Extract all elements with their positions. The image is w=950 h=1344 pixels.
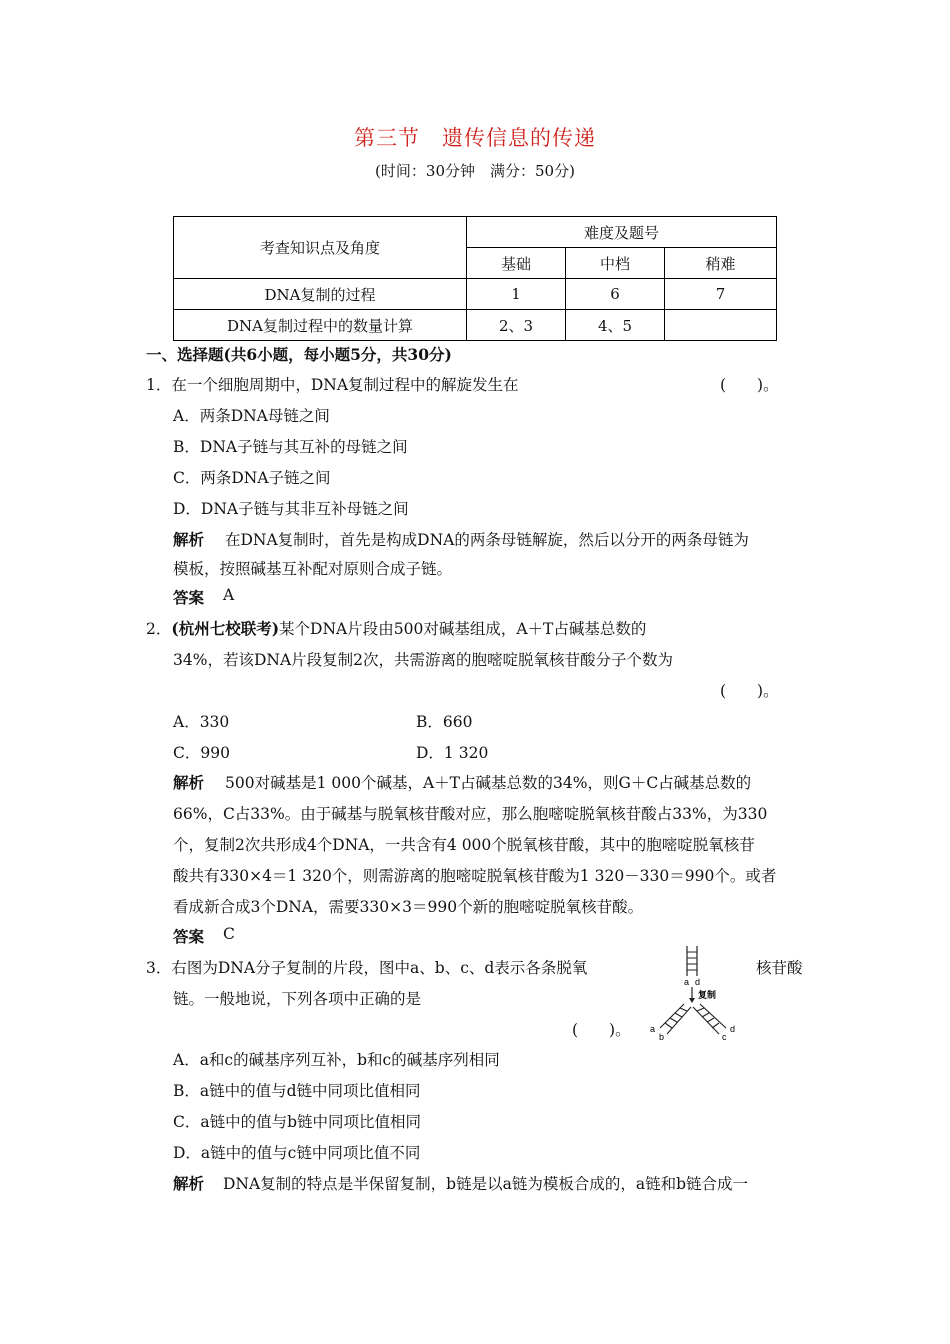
q1-stem: 1．在一个细胞周期中，DNA复制过程中的解旋发生在 <box>146 376 519 394</box>
q2-analysis-line: 看成新合成3个DNA，需要330×3＝990个新的胞嘧啶脱氧核苷酸。 <box>173 898 644 916</box>
q2-option-d: D．1 320 <box>416 744 489 762</box>
label-top-d: d <box>695 977 701 987</box>
page-title: 第三节 遗传信息的传递 <box>354 126 596 150</box>
q3-option-c: C．a链中的值与b链中同项比值相同 <box>173 1113 422 1131</box>
q2-analysis-line: 酸共有330×4＝1 320个，则需游离的胞嘧啶脱氧核苷酸为1 320－330＝990个。或者 <box>173 867 777 885</box>
q3-option-d: D．a链中的值与c链中同项比值不同 <box>173 1144 421 1162</box>
label-right-c: c <box>722 1032 727 1042</box>
q2-stem-line2: 34%，若该DNA片段复制2次，共需游离的胞嘧啶脱氧核苷酸分子个数为 <box>173 651 673 669</box>
q3-stem-line2: 链。一般地说，下列各项中正确的是 <box>173 990 422 1008</box>
q2-analysis-label: 解析 <box>173 773 205 792</box>
q2-answer-paren: ( )。 <box>720 682 779 700</box>
q1-answer-paren: ( )。 <box>720 376 779 394</box>
page-subtitle: (时间：30分钟 满分：50分) <box>375 162 575 180</box>
q2-source: (杭州七校联考) <box>171 619 280 638</box>
table-cell: 2、3 <box>467 310 566 341</box>
table-cell-topic: DNA复制过程中的数量计算 <box>174 310 467 341</box>
table-row <box>174 279 777 310</box>
q2-analysis-line: 个，复制2次共形成4个DNA，一共含有4 000个脱氧核苷酸，其中的胞嘧啶脱氧核苷 <box>173 836 755 854</box>
q3-answer-paren: ( )。 <box>572 1021 631 1039</box>
q2-option-b: B．660 <box>416 713 473 731</box>
q3-stem-line1: 3．右图为DNA分子复制的片段，图中a、b、c、d表示各条脱氧 <box>146 959 588 977</box>
q2-option-a: A．330 <box>173 713 230 731</box>
q1-answer-label: 答案 <box>173 588 205 607</box>
table-cell: 7 <box>665 279 777 310</box>
table-header-difficulty: 难度及题号 <box>467 217 777 248</box>
q2-answer-label: 答案 <box>173 927 205 946</box>
label-top-a: a <box>684 977 690 987</box>
q2-number: 2． <box>146 620 172 638</box>
dna-replication-diagram <box>640 944 750 1044</box>
q3-option-a: A．a和c的碱基序列互补，b和c的碱基序列相同 <box>173 1051 500 1069</box>
table-cell: 1 <box>467 279 566 310</box>
table-row <box>174 310 777 341</box>
q1-analysis-label: 解析 <box>173 530 205 549</box>
label-replication: 复制 <box>698 990 717 1000</box>
q3-analysis-line: DNA复制的特点是半保留复制，b链是以a链为模板合成的，a链和b链合成一 <box>223 1175 749 1193</box>
q2-answer: C <box>223 925 235 943</box>
q3-option-b: B．a链中的值与d链中同项比值相同 <box>173 1082 421 1100</box>
q3-stem-line1-tail: 核苷酸 <box>756 959 803 977</box>
table-header-topic: 考查知识点及角度 <box>174 217 467 279</box>
section-heading: 一、选择题(共6小题，每小题5分，共30分) <box>146 345 452 364</box>
label-left-a: a <box>650 1024 656 1034</box>
q1-option-b: B．DNA子链与其互补的母链之间 <box>173 438 408 456</box>
q1-option-a: A．两条DNA母链之间 <box>173 407 330 425</box>
q2-stem-line1 <box>146 617 646 639</box>
knowledge-table <box>173 216 777 341</box>
q1-option-d: D．DNA子链与其非互补母链之间 <box>173 500 409 518</box>
q2-stem: 某个DNA片段由500对碱基组成，A＋T占碱基总数的 <box>279 620 647 638</box>
q1-option-c: C．两条DNA子链之间 <box>173 469 331 487</box>
table-level-medium: 中档 <box>566 248 665 279</box>
table-level-basic: 基础 <box>467 248 566 279</box>
q1-analysis-line: 模板，按照碱基互补配对原则合成子链。 <box>173 560 453 578</box>
q3-analysis-label: 解析 <box>173 1174 205 1193</box>
table-level-hard: 稍难 <box>665 248 777 279</box>
q2-analysis-line: 500对碱基是1 000个碱基，A＋T占碱基总数的34%，则G＋C占碱基总数的 <box>225 774 752 792</box>
q2-analysis-line: 66%，C占33%。由于碱基与脱氧核苷酸对应，那么胞嘧啶脱氧核苷酸占33%，为330 <box>173 805 768 823</box>
q1-answer: A <box>223 586 235 604</box>
label-left-b: b <box>659 1032 665 1042</box>
q2-option-c: C．990 <box>173 744 230 762</box>
q1-analysis-line: 在DNA复制时，首先是构成DNA的两条母链解旋，然后以分开的两条母链为 <box>225 531 749 549</box>
table-cell: 4、5 <box>566 310 665 341</box>
label-right-d: d <box>730 1024 736 1034</box>
table-cell-topic: DNA复制的过程 <box>174 279 467 310</box>
table-cell <box>665 310 777 341</box>
table-cell: 6 <box>566 279 665 310</box>
